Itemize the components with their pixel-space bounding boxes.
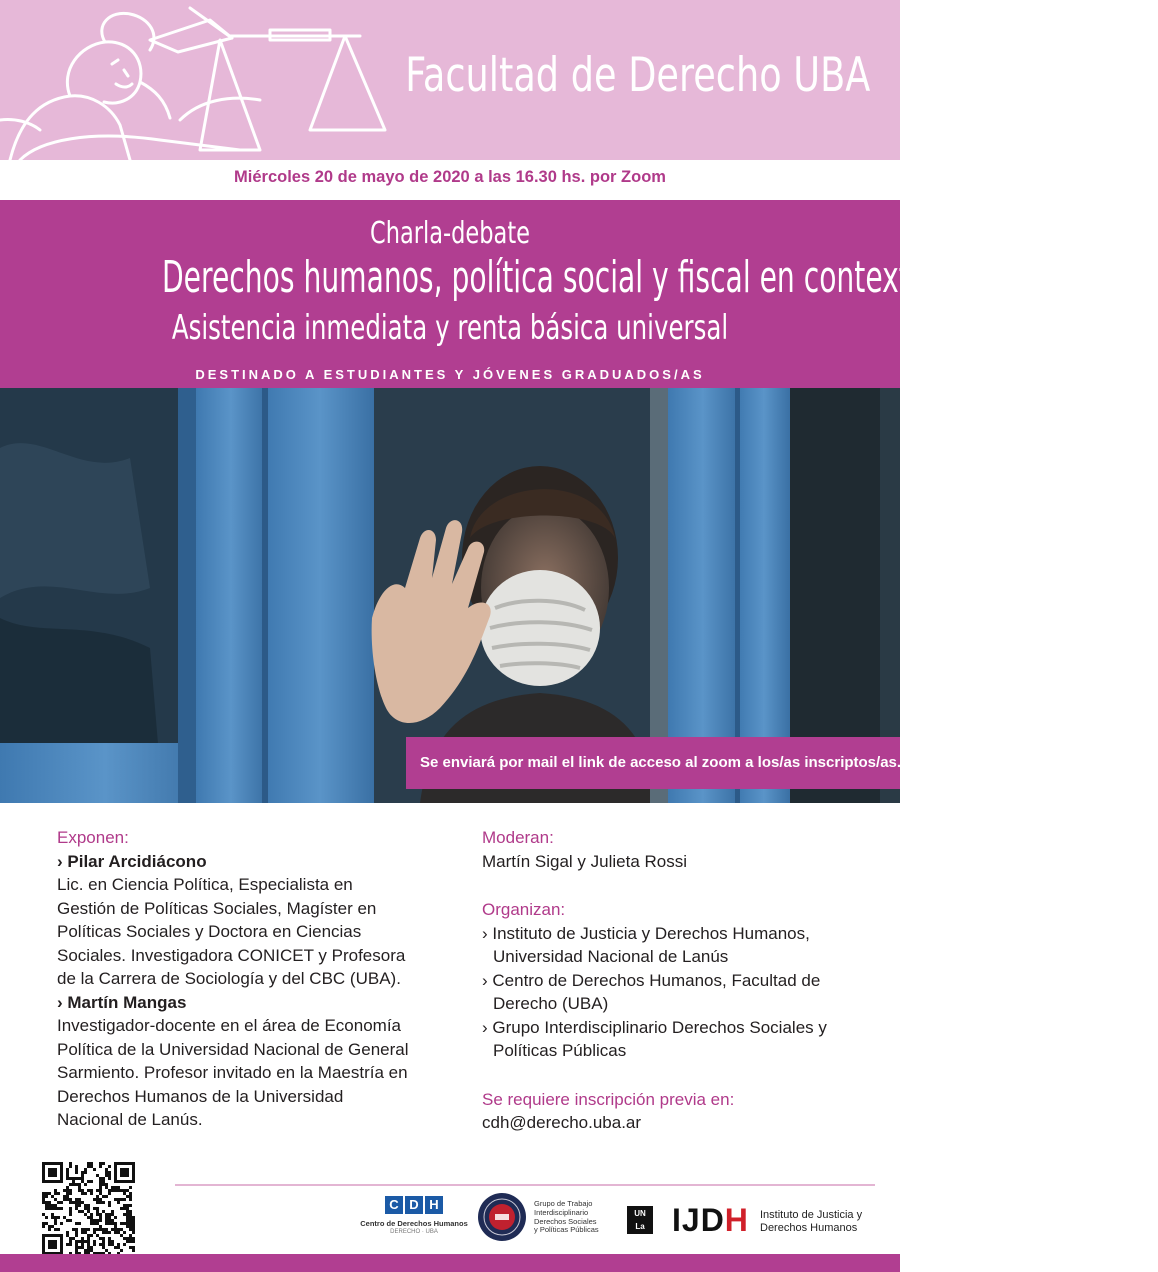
registration-heading: Se requiere inscripción previa en:: [482, 1089, 735, 1109]
grupo-text: [534, 1200, 620, 1235]
bio-line: Política de la Universidad Nacional de General: [57, 1039, 409, 1059]
event-audience: DESTINADO A ESTUDIANTES Y JÓVENES GRADUADOS/AS: [195, 367, 705, 382]
ijdh-line: Derechos Humanos: [760, 1222, 858, 1234]
cdh-subtitle: DERECHO · UBA: [390, 1229, 438, 1235]
ijdh-line: Instituto de Justicia y: [760, 1209, 863, 1221]
organizer-line: › Instituto de Justicia y Derechos Humanos,: [482, 923, 810, 943]
organizer-item: [482, 922, 882, 969]
bio-line: Nacional de Lanús.: [57, 1110, 203, 1129]
grupo-line: y Políticas Públicas: [534, 1225, 599, 1235]
justice-illustration-icon: [0, 0, 400, 160]
spacer: [482, 1063, 882, 1088]
organizers-column: [482, 826, 882, 1135]
organizers-heading: Organizan:: [482, 900, 566, 919]
moderators-heading: Moderan:: [482, 828, 554, 847]
faculty-title: Facultad de Derecho UBA: [404, 48, 870, 103]
speakers-column: [57, 826, 437, 1132]
cdh-logo: [350, 1196, 478, 1235]
bio-line: Sociales. Investigadora CONICET y Profesora: [57, 945, 406, 965]
moderators-names: Martín Sigal y Julieta Rossi: [482, 851, 688, 871]
ijdh-h: H: [724, 1202, 749, 1238]
bio-line: Investigador-docente en el área de Economía: [57, 1016, 402, 1035]
unla-line: UN: [634, 1209, 646, 1218]
sponsor-logos: [350, 1192, 890, 1248]
grupo-line: Derechos Sociales: [534, 1216, 597, 1226]
footer-divider: [175, 1184, 875, 1186]
grupo-seal-icon: [477, 1192, 527, 1242]
bio-line: Sarmiento. Profesor invitado en la Maestría en: [57, 1063, 408, 1082]
grupo-line: Grupo de Trabajo: [534, 1199, 593, 1208]
bio-line: de la Carrera de Sociología y del CBC (UBA).: [57, 969, 401, 988]
spacer: [482, 873, 882, 898]
registration-email[interactable]: cdh@derecho.uba.ar: [482, 1113, 642, 1132]
speakers-heading: Exponen:: [57, 828, 129, 847]
unla-line: La: [635, 1222, 645, 1231]
bottom-bar: [0, 1254, 900, 1272]
bio-line: Derechos Humanos de la Universidad: [57, 1086, 344, 1106]
ijdh-text: [760, 1209, 890, 1235]
ijdh-prefix: IJD: [672, 1202, 725, 1238]
event-type: Charla-debate: [369, 216, 531, 251]
organizer-line: › Centro de Derechos Humanos, Facultad de: [482, 970, 821, 990]
speaker-bio: [57, 1014, 437, 1132]
organizer-line: Universidad Nacional de Lanús: [493, 947, 729, 966]
speaker-bio: [57, 873, 437, 991]
event-subtitle: Asistencia inmediata y renta básica universal: [171, 308, 729, 348]
event-title-band: [0, 200, 1158, 388]
organizer-line: Políticas Públicas: [493, 1041, 627, 1060]
ijdh-logo: [672, 1202, 749, 1239]
organizer-line: Derecho (UBA): [493, 994, 609, 1013]
event-title: Derechos humanos, política social y fiscal en contextos de aislamiento: [162, 252, 1158, 303]
cdh-name: Centro de Derechos Humanos: [360, 1219, 468, 1228]
cdh-letter: C: [385, 1196, 403, 1214]
unla-logo: [627, 1206, 653, 1234]
bio-line: Lic. en Ciencia Política, Especialista en: [57, 875, 353, 894]
speaker-name: › Pilar Arcidiácono: [57, 851, 207, 871]
organizer-item: [482, 969, 882, 1016]
organizer-item: [482, 1016, 882, 1063]
header-banner: [0, 0, 900, 160]
event-date: Miércoles 20 de mayo de 2020 a las 16.30 hs. por Zoom: [234, 168, 666, 186]
grupo-line: Interdisciplinario: [534, 1207, 589, 1217]
qr-code-icon: [42, 1162, 135, 1255]
bio-line: Gestión de Políticas Sociales, Magíster en: [57, 898, 377, 918]
speaker-name: › Martín Mangas: [57, 992, 187, 1012]
cdh-letter: D: [405, 1196, 423, 1214]
zoom-link-note: Se enviará por mail el link de acceso al zoom a los/as inscriptos/as.: [406, 737, 900, 789]
organizer-line: › Grupo Interdisciplinario Derechos Sociales y: [482, 1017, 827, 1037]
bio-line: Políticas Sociales y Doctora en Ciencias: [57, 922, 362, 941]
cdh-letter: H: [425, 1196, 443, 1214]
